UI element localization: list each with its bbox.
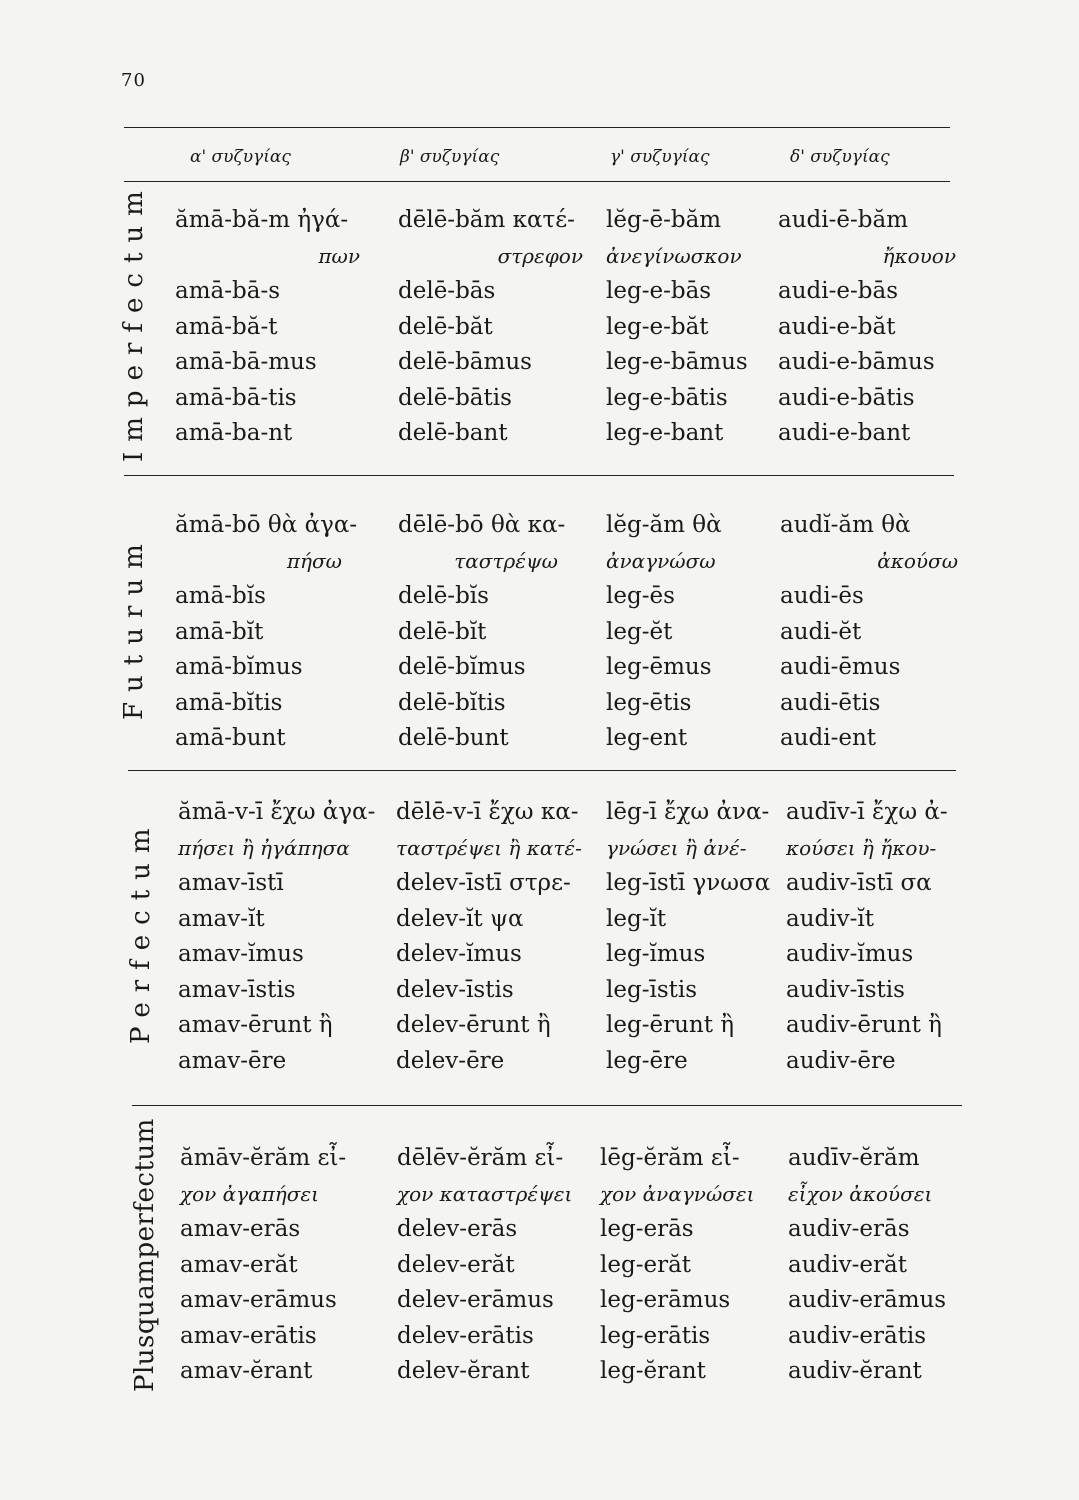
conjugation-line: leg-ĕrant bbox=[600, 1358, 706, 1384]
conjugation-line: delev-erăt bbox=[397, 1251, 515, 1278]
conjugation-line: leg-ēs bbox=[606, 583, 675, 609]
conjugation-line: lēg-ĕrăm εἶ- bbox=[600, 1145, 740, 1171]
conjugation-line: amav-erās bbox=[180, 1216, 301, 1242]
perfectum-col-4 bbox=[786, 795, 966, 1079]
conjugation-line: ἤκουον bbox=[882, 243, 956, 268]
conjugation-line: audiv-īstī σα bbox=[786, 870, 932, 896]
conjugation-line: leg-e-bant bbox=[606, 420, 724, 446]
tense-label-imperfectum: Imperfectum bbox=[119, 181, 149, 462]
perfectum-col-1 bbox=[178, 795, 393, 1079]
conjugation-line: εἶχον ἀκούσει bbox=[788, 1181, 933, 1206]
conjugation-line: amā-bunt bbox=[175, 725, 286, 751]
conjugation-line: delev-erāmus bbox=[397, 1287, 554, 1313]
imperfectum-col-4 bbox=[778, 203, 956, 452]
tense-label-futurum: Futurum bbox=[119, 534, 149, 720]
conjugation-line: χον καταστρέψει bbox=[397, 1181, 573, 1206]
conjugation-line: amav-erăt bbox=[180, 1251, 298, 1278]
conjugation-line: ămāv-ĕrăm εἶ- bbox=[180, 1145, 347, 1171]
conjugation-line: amā-bĭmus bbox=[175, 654, 303, 680]
plusquamperfectum-col-4 bbox=[788, 1141, 973, 1390]
conjugation-line: amav-erāmus bbox=[180, 1287, 337, 1313]
header-conjugation-2: β' συζυγίας bbox=[400, 147, 500, 167]
conjugation-line: amav-īstis bbox=[178, 976, 296, 1003]
conjugation-line: audiv-ērunt ἢ bbox=[786, 1012, 942, 1038]
conjugation-line: γνώσει ἢ ἀνέ- bbox=[606, 835, 747, 860]
conjugation-line: leg-ent bbox=[606, 725, 688, 751]
conjugation-line: amā-bā-tis bbox=[175, 384, 297, 411]
conjugation-line: audi-ent bbox=[780, 725, 877, 751]
futurum-col-4 bbox=[780, 508, 958, 757]
conjugation-line: ταστρέψω bbox=[454, 548, 558, 573]
conjugation-line: amā-bĭtis bbox=[175, 689, 283, 716]
plusquamperfectum-col-1 bbox=[180, 1141, 390, 1390]
imperfectum-col-3 bbox=[606, 203, 791, 452]
conjugation-line: delē-bunt bbox=[398, 725, 509, 751]
conjugation-line: delē-bant bbox=[398, 420, 508, 446]
conjugation-line: audiv-erās bbox=[788, 1216, 910, 1242]
conjugation-line: delē-bātis bbox=[398, 384, 512, 411]
conjugation-line: leg-e-bāmus bbox=[606, 349, 748, 375]
conjugation-line: delev-ĕrant bbox=[397, 1358, 530, 1384]
plusquamperfectum-col-2 bbox=[397, 1141, 602, 1390]
conjugation-line: amā-bĭt bbox=[175, 618, 264, 645]
conjugation-line: delev-īstis bbox=[396, 976, 514, 1003]
conjugation-line: leg-īstī γνωσα bbox=[606, 870, 771, 896]
conjugation-line: leg-ērunt ἢ bbox=[606, 1012, 735, 1038]
top-rule bbox=[124, 127, 950, 128]
conjugation-line: amav-ĕrant bbox=[180, 1358, 313, 1384]
conjugation-line: delev-ērunt ἢ bbox=[396, 1012, 551, 1038]
section-rule bbox=[124, 475, 954, 476]
conjugation-line: ἀναγνώσω bbox=[606, 548, 716, 573]
conjugation-line: leg-e-băt bbox=[606, 313, 709, 340]
conjugation-line: amav-ĭt bbox=[178, 905, 265, 932]
conjugation-line: audi-e-bātis bbox=[778, 384, 915, 411]
conjugation-line: audĭ-ăm θὰ bbox=[780, 512, 911, 538]
conjugation-line: delev-ĭt ψα bbox=[396, 905, 524, 932]
conjugation-line: amav-ĭmus bbox=[178, 941, 304, 967]
conjugation-line: στρεφον bbox=[497, 243, 583, 268]
conjugation-line: leg-īstis bbox=[606, 976, 698, 1003]
conjugation-line: πων bbox=[318, 243, 360, 268]
conjugation-line: amav-erātis bbox=[180, 1322, 317, 1349]
conjugation-line: audiv-īstis bbox=[786, 976, 905, 1003]
conjugation-line: amā-ba-nt bbox=[175, 420, 293, 446]
perfectum-col-3 bbox=[606, 795, 786, 1079]
conjugation-line: delev-erātis bbox=[397, 1322, 534, 1349]
conjugation-line: dēlē-bō θὰ κα- bbox=[398, 512, 566, 538]
conjugation-line: dēlē-băm κατέ- bbox=[398, 207, 575, 233]
conjugation-line: audiv-ĭmus bbox=[786, 941, 914, 967]
conjugation-line: leg-ēmus bbox=[606, 654, 712, 680]
conjugation-line: lĕg-ē-băm bbox=[606, 207, 722, 233]
conjugation-line: ἀκούσω bbox=[877, 548, 958, 573]
conjugation-line: delev-ēre bbox=[396, 1047, 505, 1074]
conjugation-line: amā-bĭs bbox=[175, 583, 266, 609]
conjugation-line: delev-erās bbox=[397, 1216, 518, 1242]
conjugation-line: audīv-ĕrăm bbox=[788, 1145, 920, 1171]
conjugation-line: delē-bĭs bbox=[398, 583, 489, 609]
header-conjugation-4: δ' συζυγίας bbox=[790, 147, 890, 167]
conjugation-line: κούσει ἢ ἤκου- bbox=[786, 835, 937, 860]
conjugation-line: ămā-v-ī ἔχω ἀγα- bbox=[178, 799, 376, 825]
conjugation-line: delē-bās bbox=[398, 278, 496, 304]
imperfectum-col-2 bbox=[398, 203, 583, 452]
conjugation-line: delev-īstī στρε- bbox=[396, 870, 571, 896]
conjugation-line: audi-e-băt bbox=[778, 313, 896, 340]
conjugation-line: delē-bāmus bbox=[398, 349, 532, 375]
conjugation-line: leg-e-bās bbox=[606, 278, 712, 304]
conjugation-line: leg-erās bbox=[600, 1216, 694, 1242]
conjugation-line: ămā-bă-m ἠγά- bbox=[175, 207, 349, 233]
conjugation-line: leg-ĭt bbox=[606, 905, 667, 932]
conjugation-line: audiv-erāmus bbox=[788, 1287, 947, 1313]
conjugation-line: amav-ērunt ἢ bbox=[178, 1012, 333, 1038]
conjugation-line: χον ἀναγνώσει bbox=[600, 1181, 755, 1206]
conjugation-line: leg-erātis bbox=[600, 1322, 711, 1349]
perfectum-col-2 bbox=[396, 795, 606, 1079]
conjugation-line: leg-erāmus bbox=[600, 1287, 731, 1313]
conjugation-line: amav-ēre bbox=[178, 1047, 287, 1074]
section-rule bbox=[132, 1105, 962, 1106]
conjugation-line: leg-ēre bbox=[606, 1047, 688, 1074]
futurum-col-3 bbox=[606, 508, 791, 757]
conjugation-line: lĕg-ăm θὰ bbox=[606, 512, 722, 538]
conjugation-line: audi-e-bās bbox=[778, 278, 898, 304]
futurum-col-2 bbox=[398, 508, 583, 757]
conjugation-line: audi-e-bant bbox=[778, 420, 911, 446]
conjugation-line: audiv-ĭt bbox=[786, 905, 874, 932]
conjugation-line: delev-ĭmus bbox=[396, 941, 522, 967]
header-conjugation-3: γ' συζυγίας bbox=[610, 147, 710, 167]
conjugation-line: audi-ē-băm bbox=[778, 207, 909, 233]
conjugation-line: amav-īstī bbox=[178, 870, 284, 896]
conjugation-line: πήσω bbox=[286, 548, 342, 573]
conjugation-line: audiv-erātis bbox=[788, 1322, 927, 1349]
conjugation-line: ταστρέψει ἢ κατέ- bbox=[396, 835, 582, 860]
conjugation-line: delē-bĭtis bbox=[398, 689, 506, 716]
conjugation-line: leg-erăt bbox=[600, 1251, 692, 1278]
conjugation-line: audi-ētis bbox=[780, 689, 881, 716]
conjugation-line: audīv-ī ἔχω ἀ- bbox=[786, 799, 948, 825]
conjugation-line: ămā-bō θὰ ἀγα- bbox=[175, 512, 358, 538]
conjugation-line: amā-bā-mus bbox=[175, 349, 317, 375]
conjugation-line: delē-bĭt bbox=[398, 618, 487, 645]
conjugation-line: leg-ĕt bbox=[606, 618, 673, 645]
section-rule bbox=[128, 770, 956, 771]
tense-label-plusquamperfectum: Plusquamperfectum bbox=[130, 1118, 160, 1392]
conjugation-line: leg-e-bātis bbox=[606, 384, 728, 411]
conjugation-line: audiv-erăt bbox=[788, 1251, 907, 1278]
conjugation-line: audiv-ĕrant bbox=[788, 1358, 922, 1384]
conjugation-line: amā-bă-t bbox=[175, 313, 278, 340]
conjugation-line: audiv-ēre bbox=[786, 1047, 896, 1074]
header-rule bbox=[124, 181, 950, 182]
conjugation-line: audi-ēmus bbox=[780, 654, 901, 680]
plusquamperfectum-col-3 bbox=[600, 1141, 785, 1390]
conjugation-line: dēlēv-ĕrăm εἶ- bbox=[397, 1145, 564, 1171]
conjugation-line: leg-ĭmus bbox=[606, 941, 706, 967]
tense-label-perfectum: Perfectum bbox=[126, 818, 156, 1044]
futurum-col-1 bbox=[175, 508, 360, 757]
conjugation-line: χον ἀγαπήσει bbox=[180, 1181, 319, 1206]
conjugation-line: audi-e-bāmus bbox=[778, 349, 935, 375]
conjugation-line: πήσει ἢ ἠγάπησα bbox=[178, 835, 350, 860]
imperfectum-col-1 bbox=[175, 203, 360, 452]
conjugation-line: delē-bĭmus bbox=[398, 654, 526, 680]
conjugation-line: dēlē-v-ī ἔχω κα- bbox=[396, 799, 579, 825]
conjugation-line: leg-ētis bbox=[606, 689, 692, 716]
conjugation-line: lēg-ī ἔχω ἀνα- bbox=[606, 799, 770, 825]
conjugation-line: amā-bā-s bbox=[175, 278, 281, 304]
page-number: 70 bbox=[121, 70, 146, 91]
conjugation-line: audi-ēs bbox=[780, 583, 864, 609]
header-conjugation-1: α' συζυγίας bbox=[190, 147, 291, 167]
conjugation-line: ἀνεγίνωσκον bbox=[606, 243, 742, 268]
conjugation-line: audi-ĕt bbox=[780, 618, 862, 645]
conjugation-line: delē-băt bbox=[398, 313, 493, 340]
